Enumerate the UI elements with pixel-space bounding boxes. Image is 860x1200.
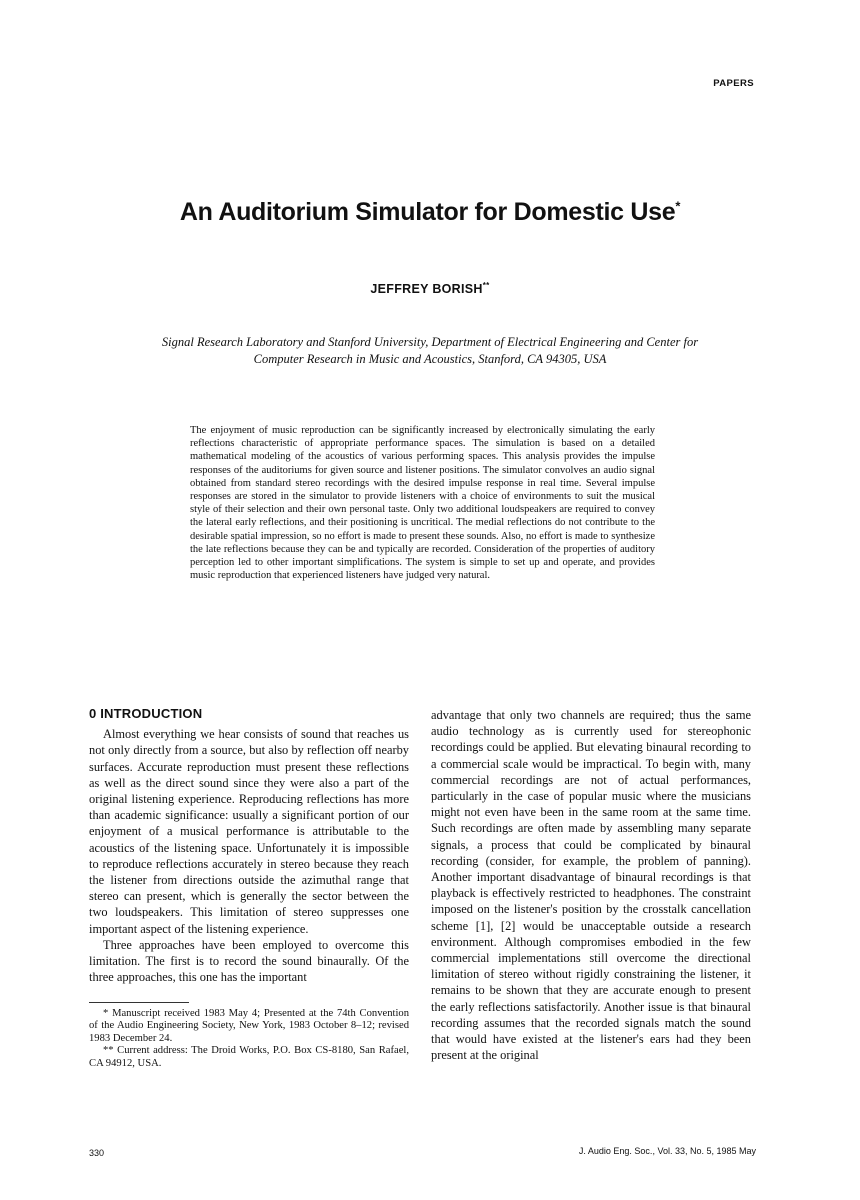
abstract: The enjoyment of music reproduction can be significantly increased by electronically simulating the early reflections characteristic of appropriate performance spaces. The simulation is based on a detailed mathematical modeling of the acoustics of various performing spaces. This analysis provides the impulse responses of the auditoriums for given source and listener positions. The simulator convolves an audio signal obtained from standard stereo recordings with the desired impulse response in real time. Several impulse responses are stored in the simulator to provide listeners with a choice of environments to suit the musical style of their selection and their own personal taste. Only two additional loudspeakers are required to convey the lateral early reflections, and their positioning is uncritical. The medial reflections do not contribute to the desirable spatial impression, so no effort is made to present these sounds. Also, no effort is made to synthesize the late reflections because they can be and typically are recorded. Consideration of the properties of auditory perception led to other important simplifications. The system is simple to set up and operate, and provides music reproduction that experienced listeners have judged very natural. (190, 425, 655, 582)
footnote-manuscript: * Manuscript received 1983 May 4; Presented at the 74th Convention of the Audio Engineering Society, New York, 1983 October 8–12; revised 1983 December 24. (89, 1008, 409, 1044)
right-column (431, 707, 751, 1063)
footnotes (89, 1008, 409, 1070)
affiliation-line-1: Signal Research Laboratory and Stanford University, Department of Electrical Engineering and Center for (161, 335, 699, 349)
author-name (0, 281, 860, 296)
footnote-divider (89, 1002, 189, 1003)
left-column (89, 706, 409, 985)
author-name-text: JEFFREY BORISH (370, 282, 483, 297)
section-tag: PAPERS (713, 78, 754, 89)
body-paragraph: advantage that only two channels are required; thus the same audio technology as is currently used for stereophonic recordings could be applied. But elevating binaural recording to a commercial scale would be impractical. To begin with, many commercial recordings are not of actual performances, particularly in the case of popular music where the musicians might not even have been in the same room at the same time. Such recordings are often made by assembling many separate signals, a process that could be complicated by binaural recording (consider, for example, the problem of panning). Another important disadvantage of binaural recordings is that playback is effectively restricted to headphones. The constraint imposed on the listener's position by the crosstalk cancellation scheme [1], [2] would be unacceptable outside a research environment. Although compromises embodied in the few commercial implementations still overcome the directional limitation of stereo without rigidly constraining the listener, it remains to be shown that they are accurate enough to present the early reflections satisfactorily. Another issue is that binaural recording assumes that the recorded signals match the sound that would have existed at the listener's ears had they been present at the original (431, 708, 751, 1063)
title-footnote-marker: * (675, 198, 681, 214)
journal-citation: J. Audio Eng. Soc., Vol. 33, No. 5, 1985 May (578, 1146, 756, 1156)
section-heading-introduction: 0 INTRODUCTION (89, 706, 203, 721)
paper-title-text: An Auditorium Simulator for Domestic Use (179, 198, 676, 226)
author-affiliation (80, 334, 780, 368)
body-paragraph: Three approaches have been employed to overcome this limitation. The first is to record the sound binaurally. Of the three approaches, this one has the important (89, 937, 409, 985)
paper-title (0, 198, 860, 227)
footnote-address: ** Current address: The Droid Works, P.O. Box CS-8180, San Rafael, CA 94912, USA. (89, 1045, 409, 1069)
author-footnote-marker: ** (482, 281, 490, 290)
affiliation-line-2: Computer Research in Music and Acoustics, Stanford, CA 94305, USA (253, 352, 607, 366)
page-number: 330 (89, 1148, 105, 1158)
body-paragraph: Almost everything we hear consists of sound that reaches us not only directly from a source, but also by reflection off nearby surfaces. Accurate reproduction must present these reflections as well as the direct sound since they were also a part of the original listening experience. Reproducing reflections has more than academic significance: usually a significant portion of our enjoyment of a musical performance is attributable to the acoustics of the listening space. Unfortunately it is impossible to reproduce reflections accurately in stereo because they reach the listener from directions outside the azimuthal range that stereo can present, which is generally the sector between the two loudspeakers. This limitation of stereo suppresses one important aspect of the listening experience. (89, 727, 409, 936)
